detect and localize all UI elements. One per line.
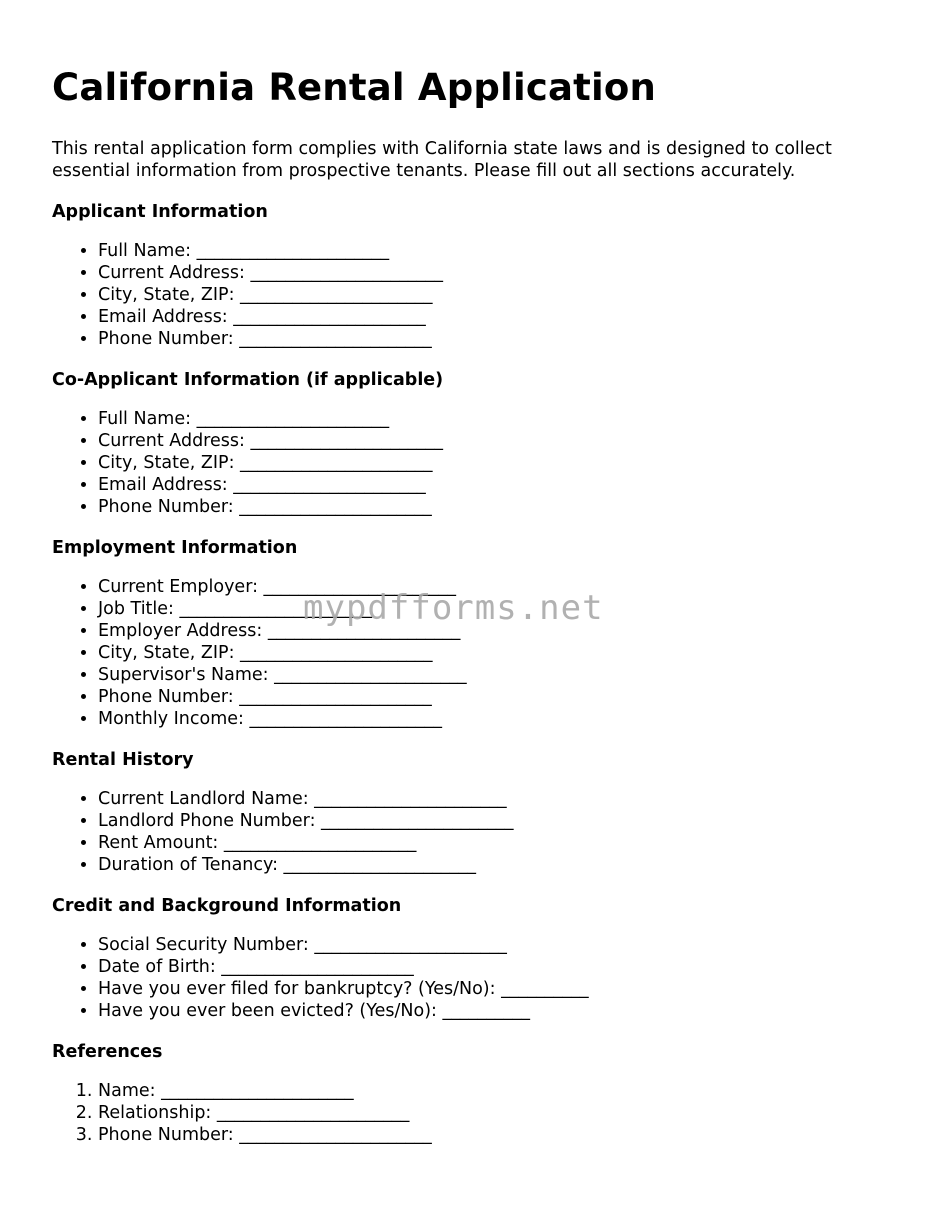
watermark: mypdfforms.net [303,588,604,628]
field-list [52,934,892,1022]
list-item: • Current Address: ______________________ [98,262,892,284]
list-item: 2. Relationship: ______________________ [98,1102,892,1124]
list-item: 1. Name: ______________________ [98,1080,892,1102]
list-item: • Supervisor's Name: ______________________ [98,664,892,686]
list-item: • Job Title: ______________________ [98,598,892,620]
section-credit-background [52,894,892,1022]
section-references [52,1040,892,1146]
page-title: California Rental Application [52,66,657,109]
section-heading: References [52,1042,163,1062]
field-list [52,788,892,876]
list-item: • Employer Address: ______________________ [98,620,892,642]
list-item: • Email Address: ______________________ [98,474,892,496]
list-item: • Current Employer: ______________________ [98,576,892,598]
field-list [52,240,892,350]
list-item: • Phone Number: ______________________ [98,686,892,708]
list-item: • Have you ever been evicted? (Yes/No): __________ [98,1000,892,1022]
list-item: • Current Address: ______________________ [98,430,892,452]
section-applicant-information [52,200,892,350]
list-item: • Date of Birth: ______________________ [98,956,892,978]
list-item: • Rent Amount: ______________________ [98,832,892,854]
section-employment-information [52,536,892,730]
list-item: • Full Name: ______________________ [98,408,892,430]
list-item: • City, State, ZIP: ______________________ [98,642,892,664]
field-list [52,408,892,518]
list-item: • Monthly Income: ______________________ [98,708,892,730]
list-item: • Duration of Tenancy: ______________________ [98,854,892,876]
section-heading: Rental History [52,750,194,770]
section-rental-history [52,748,892,876]
list-item: 3. Phone Number: ______________________ [98,1124,892,1146]
section-heading: Credit and Background Information [52,896,402,916]
list-item: • City, State, ZIP: ______________________ [98,452,892,474]
field-list [52,1080,892,1146]
list-item: • Current Landlord Name: ______________________ [98,788,892,810]
section-heading: Employment Information [52,538,298,558]
list-item: • Social Security Number: ______________________ [98,934,892,956]
section-heading: Applicant Information [52,202,268,222]
list-item: • Landlord Phone Number: ______________________ [98,810,892,832]
list-item: • Have you ever filed for bankruptcy? (Yes/No): __________ [98,978,892,1000]
list-item: • Email Address: ______________________ [98,306,892,328]
list-item: • Full Name: ______________________ [98,240,892,262]
intro-paragraph: This rental application form complies with California state laws and is designed to collect essential information from prospective tenants. Please fill out all sections accurately. [52,139,832,181]
list-item: • Phone Number: ______________________ [98,496,892,518]
list-item: • City, State, ZIP: ______________________ [98,284,892,306]
list-item: • Phone Number: ______________________ [98,328,892,350]
section-co-applicant-information [52,368,892,518]
section-heading: Co-Applicant Information (if applicable) [52,370,444,390]
